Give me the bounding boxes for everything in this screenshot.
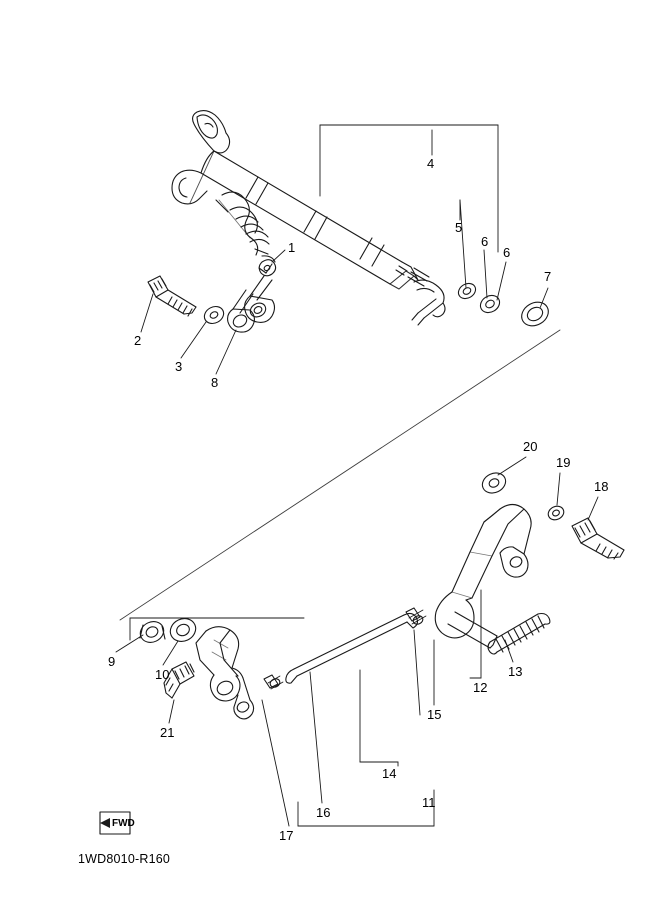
callout-6-a: 6 [481,234,489,249]
callout-8: 8 [211,375,219,390]
callout-2: 2 [134,333,142,348]
callout-11: 11 [422,795,436,810]
callout-9: 9 [108,654,116,669]
callout-21: 21 [160,725,175,740]
callout-14: 14 [382,766,397,781]
callout-1: 1 [288,240,296,255]
callout-10: 10 [155,667,170,682]
callout-5: 5 [455,220,463,235]
callout-18: 18 [594,479,609,494]
callout-17: 17 [279,828,294,843]
callout-16: 16 [316,805,331,820]
fwd-direction-label: FWD [112,818,135,829]
callout-4: 4 [427,156,435,171]
callout-7: 7 [544,269,552,284]
part-number-code: 1WD8010-R160 [78,852,171,866]
callout-3: 3 [175,359,183,374]
callout-20: 20 [523,439,538,454]
callout-19: 19 [556,455,571,470]
callout-15: 15 [427,707,442,722]
callout-6-b: 6 [503,245,511,260]
callout-13: 13 [508,664,523,679]
callout-12: 12 [473,680,488,695]
